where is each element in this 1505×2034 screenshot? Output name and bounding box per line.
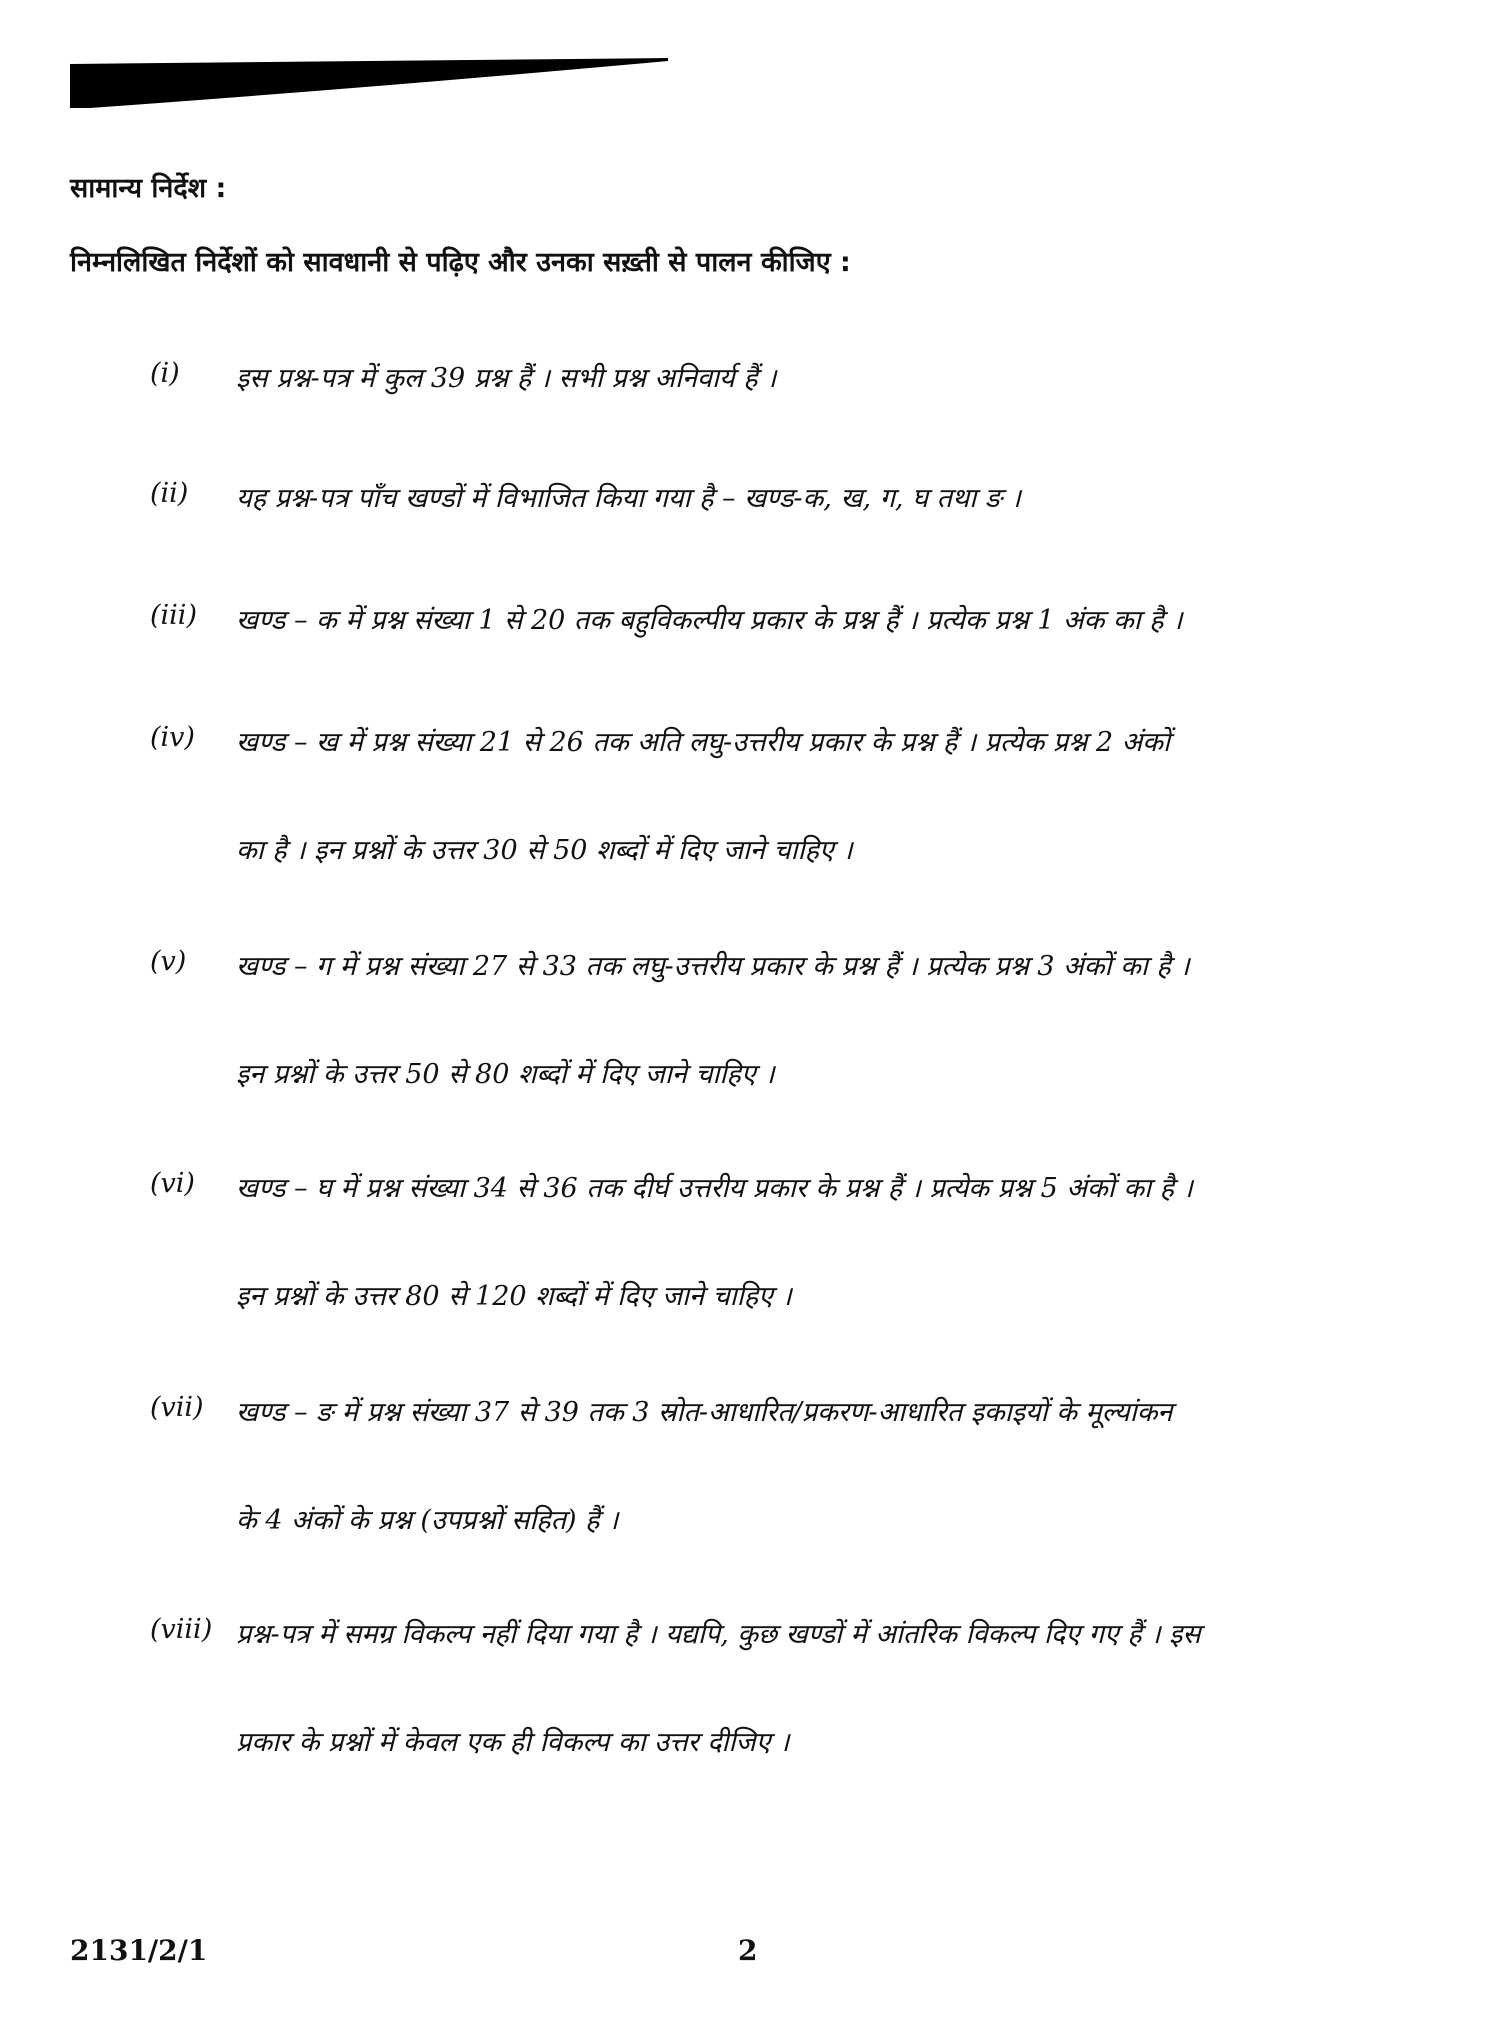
instruction-number: (vii) [150,1392,204,1423]
instruction-number: (viii) [150,1614,213,1645]
instruction-text: इन प्रश्नों के उत्तर 80 से 120 शब्दों में दिए जाने चाहिए । [236,1281,792,1312]
instruction-text: के 4 अंकों के प्रश्न (उपप्रश्नों सहित) हैं । [236,1505,619,1536]
instruction-number: (i) [150,358,180,389]
instruction-text: का है । इन प्रश्नों के उत्तर 30 से 50 शब्दों में दिए जाने चाहिए । [236,835,853,866]
instruction-number: (vi) [150,1168,195,1199]
instruction-text: खण्ड – ग में प्रश्न संख्या 27 से 33 तक लघु-उत्तरीय प्रकार के प्रश्न हैं । प्रत्येक प्रश्न 3 अंकों का है । [236,951,1190,982]
instruction-number: (v) [150,946,187,977]
instruction-number: (iv) [150,722,195,753]
instructions-intro: निम्नलिखित निर्देशों को सावधानी से पढ़िए और उनका सख़्ती से पालन कीजिए : [70,247,851,278]
paper-code: 2131/2/1 [70,1934,208,1967]
instruction-text: खण्ड – क में प्रश्न संख्या 1 से 20 तक बहुविकल्पीय प्रकार के प्रश्न हैं । प्रत्येक प्रश्न 1 अंक का है । [236,605,1183,636]
instruction-text: इन प्रश्नों के उत्तर 50 से 80 शब्दों में दिए जाने चाहिए । [236,1059,775,1090]
instruction-text: खण्ड – ङ में प्रश्न संख्या 37 से 39 तक 3 स्रोत-आधारित/प्रकरण-आधारित इकाइयों के मूल्यांकन [236,1397,1173,1428]
instruction-text: खण्ड – ख में प्रश्न संख्या 21 से 26 तक अति लघु-उत्तरीय प्रकार के प्रश्न हैं । प्रत्येक प्रश्न 2 अंकों [236,727,1170,758]
instruction-text: प्रकार के प्रश्नों में केवल एक ही विकल्प का उत्तर दीजिए । [236,1727,790,1758]
instruction-text: इस प्रश्न-पत्र में कुल 39 प्रश्न हैं । सभी प्रश्न अनिवार्य हैं । [236,363,777,394]
section-heading: सामान्य निर्देश : [70,173,227,204]
instruction-number: (ii) [150,478,189,509]
instruction-text: खण्ड – घ में प्रश्न संख्या 34 से 36 तक दीर्घ उत्तरीय प्रकार के प्रश्न हैं । प्रत्येक प्रश्न 5 अंकों का है । [236,1173,1193,1204]
page-number: 2 [738,1934,758,1967]
header-bar [70,58,668,108]
instruction-text: प्रश्न-पत्र में समग्र विकल्प नहीं दिया गया है । यद्यपि, कुछ खण्डों में आंतरिक विकल्प दिए गए हैं । इस [236,1619,1201,1650]
instruction-text: यह प्रश्न-पत्र पाँच खण्डों में विभाजित किया गया है – खण्ड-क, ख, ग, घ तथा ङ । [236,483,1021,514]
instruction-number: (iii) [150,600,197,631]
